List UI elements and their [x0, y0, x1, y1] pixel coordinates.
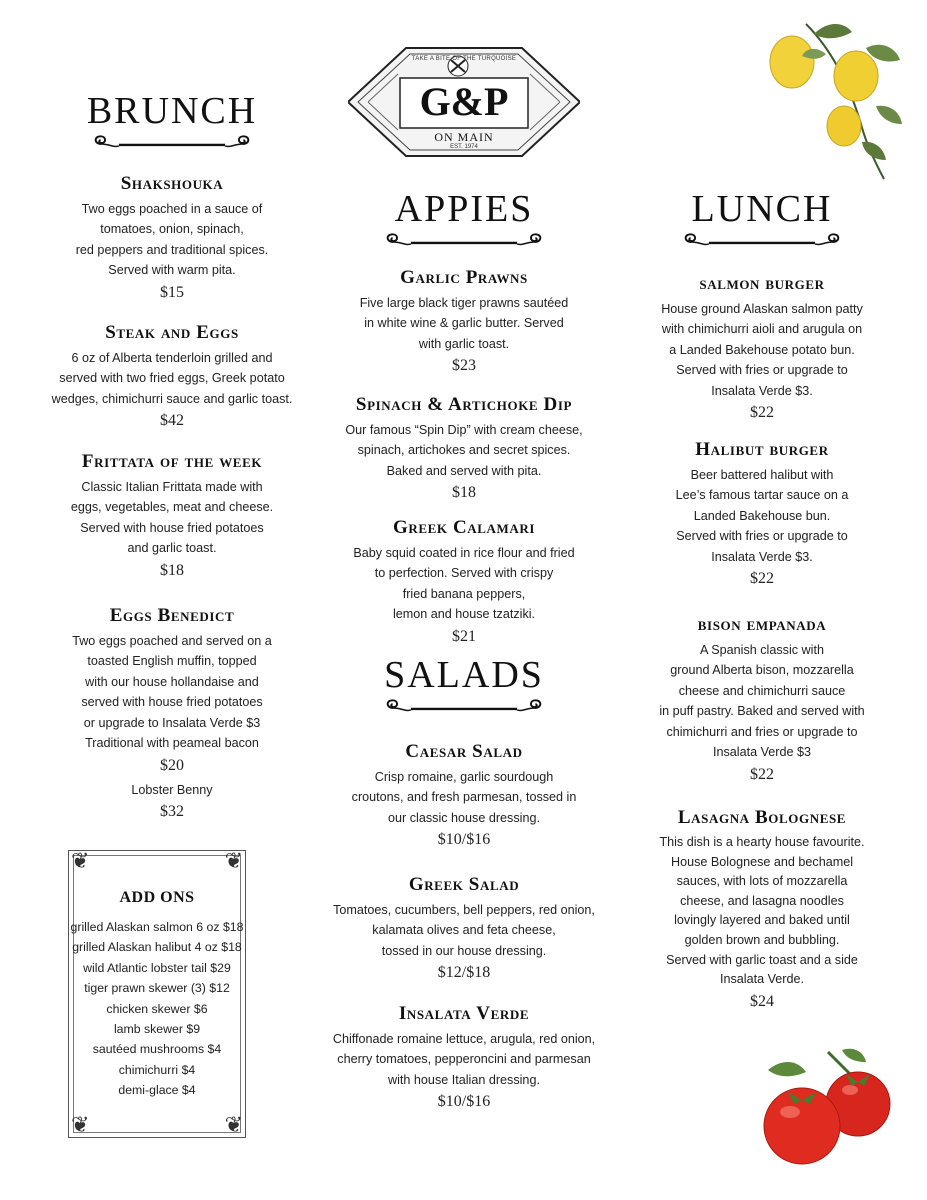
item-description: Crisp romaine, garlic sourdough croutons, and fresh parmesan, tossed in our classic house dressing. — [351, 769, 577, 825]
addon-item: chimichurri $4 — [118, 1062, 196, 1077]
item-price: $23 — [452, 357, 476, 375]
item-description: Five large black tiger prawns sautéed in white wine & garlic butter. Served with garlic toast. — [359, 295, 569, 351]
salads-column — [312, 656, 616, 1126]
addon-item: wild Atlantic lobster tail $29 — [83, 960, 231, 975]
addons-box — [68, 850, 246, 1138]
item-name: Garlic Prawns — [400, 267, 528, 288]
item-description: 6 oz of Alberta tenderloin grilled and served with two fried eggs, Greek potato wedges, chimichurri sauce and garlic toast. — [51, 350, 293, 406]
logo-est: EST. 1974 — [450, 144, 478, 150]
lemons-illustration — [766, 14, 906, 184]
corner-ornament-icon: ❦ — [71, 849, 90, 874]
item-name: Caesar Salad — [405, 741, 523, 762]
menu-item-halibut-burger — [634, 440, 890, 589]
menu-item-steak-and-eggs — [36, 323, 308, 431]
item-name: Steak and Eggs — [105, 322, 239, 343]
item-description: Our famous “Spin Dip” with cream cheese, spinach, artichokes and secret spices. Baked and served with pita. — [345, 422, 583, 478]
item-price: $12/$18 — [437, 964, 491, 982]
appies-flourish — [382, 230, 546, 254]
item-name: Insalata Verde — [398, 1003, 530, 1024]
addons-title: ADD ONS — [119, 889, 195, 906]
menu-item-insalata-verde — [312, 1004, 616, 1112]
item-description: House ground Alaskan salmon patty with chimichurri aioli and arugula on a Landed Bakehouse potato bun. Served with fries or upgrade to Insalata Verde $3. — [661, 301, 863, 398]
appies-title: APPIES — [394, 188, 534, 230]
corner-ornament-icon: ❦ — [71, 1113, 90, 1138]
item-price: $21 — [452, 627, 476, 645]
logo-title: G&P — [419, 79, 509, 124]
menu-item-greek-salad — [312, 875, 616, 983]
menu-item-eggs-benedict — [36, 606, 308, 822]
item-name: Lasagna Bolognese — [677, 807, 847, 828]
addon-item: lamb skewer $9 — [113, 1022, 201, 1037]
corner-ornament-icon: ❦ — [224, 1113, 243, 1138]
addon-item: tiger prawn skewer (3) $12 — [84, 981, 230, 996]
salads-title: SALADS — [384, 654, 544, 696]
menu-item-spinach-artichoke-dip — [322, 395, 606, 503]
addon-item: grilled Alaskan halibut 4 oz $18 — [72, 940, 242, 955]
item-name: Greek Salad — [408, 874, 520, 895]
salads-flourish — [382, 696, 546, 720]
lunch-column — [634, 190, 890, 1020]
item-price: $22 — [750, 570, 774, 588]
brunch-column — [36, 92, 308, 832]
item-name: Greek Calamari — [392, 517, 536, 538]
lunch-flourish — [680, 230, 844, 254]
item-price: $20 — [160, 756, 184, 774]
item-description: This dish is a hearty house favourite. House Bolognese and bechamel sauces, with lots of mozzarella cheese, and lasagna noodles lovingly layered and baked until golden brown and bubbling. Served with garlic toast and a side Insalata Verde. — [659, 834, 865, 987]
appies-column — [322, 188, 606, 645]
item-name: Eggs Benedict — [109, 605, 235, 626]
item-name: bison empanada — [697, 614, 827, 635]
item-price: $22 — [750, 765, 774, 783]
item-description: Baby squid coated in rice flour and fried to perfection. Served with crispy fried banana peppers, lemon and house tzatziki. — [353, 545, 575, 622]
menu-item-greek-calamari — [322, 518, 606, 647]
item-price: $22 — [750, 404, 774, 422]
addon-item: grilled Alaskan salmon 6 oz $18 — [70, 920, 244, 934]
menu-item-shakshouka — [36, 174, 308, 303]
item-description: Chiffonade romaine lettuce, arugula, red onion, cherry tomatoes, pepperoncini and parmesan with house Italian dressing. — [332, 1031, 596, 1087]
tomatoes-illustration — [758, 1042, 898, 1172]
item-extra-description: Lobster Benny — [131, 782, 213, 797]
item-price: $18 — [452, 484, 476, 502]
addon-item: chicken skewer $6 — [106, 1001, 208, 1016]
menu-item-salmon-burger — [634, 274, 890, 423]
item-price: $18 — [160, 561, 184, 579]
item-extra-price: $32 — [160, 803, 184, 821]
item-price: $10/$16 — [437, 1093, 491, 1111]
brunch-title: BRUNCH — [86, 90, 258, 132]
item-price: $42 — [160, 412, 184, 430]
logo-ribbon-text: TAKE A BITE OF THE TURQUOISE — [411, 56, 517, 62]
corner-ornament-icon: ❦ — [224, 849, 243, 874]
item-name: salmon burger — [699, 273, 825, 294]
logo-subtitle: ON MAIN — [434, 130, 494, 144]
item-price: $15 — [160, 283, 184, 301]
item-description: Two eggs poached and served on a toasted English muffin, topped with our house hollandaise and served with house fried potatoes or upgrade to Insalata Verde $3 Traditional with peameal bacon — [72, 633, 272, 751]
item-description: A Spanish classic with ground Alberta bison, mozzarella cheese and chimichurri sauce in puff pastry. Baked and served with chimichurri and fries or upgrade to Insalata Verde $3 — [659, 642, 865, 760]
restaurant-logo — [348, 44, 580, 160]
item-name: Frittata of the week — [81, 451, 263, 472]
menu-item-frittata — [36, 452, 308, 581]
menu-item-caesar-salad — [312, 742, 616, 850]
item-price: $24 — [750, 992, 774, 1010]
brunch-flourish — [90, 132, 254, 156]
addon-item: sautéed mushrooms $4 — [92, 1042, 222, 1057]
menu-item-lasagna-bolognese — [634, 808, 890, 1012]
menu-item-garlic-prawns — [322, 268, 606, 376]
addons-list — [69, 917, 245, 1101]
item-description: Tomatoes, cucumbers, bell peppers, red onion, kalamata olives and feta cheese, tossed in our house dressing. — [333, 902, 595, 958]
item-name: Shakshouka — [120, 173, 224, 194]
lunch-title: LUNCH — [691, 188, 833, 230]
item-description: Two eggs poached in a sauce of tomatoes, onion, spinach, red peppers and traditional spices. Served with warm pita. — [75, 201, 269, 278]
menu-item-bison-empanada — [634, 615, 890, 785]
item-description: Classic Italian Frittata made with eggs, vegetables, meat and cheese. Served with house fried potatoes and garlic toast. — [70, 479, 274, 556]
item-name: Spinach & Artichoke Dip — [355, 394, 573, 415]
item-name: Halibut burger — [695, 439, 829, 460]
addon-item: demi-glace $4 — [118, 1083, 196, 1098]
item-description: Beer battered halibut with Lee’s famous tartar sauce on a Landed Bakehouse bun. Served with fries or upgrade to Insalata Verde $3. — [675, 467, 849, 564]
item-price: $10/$16 — [437, 831, 491, 849]
